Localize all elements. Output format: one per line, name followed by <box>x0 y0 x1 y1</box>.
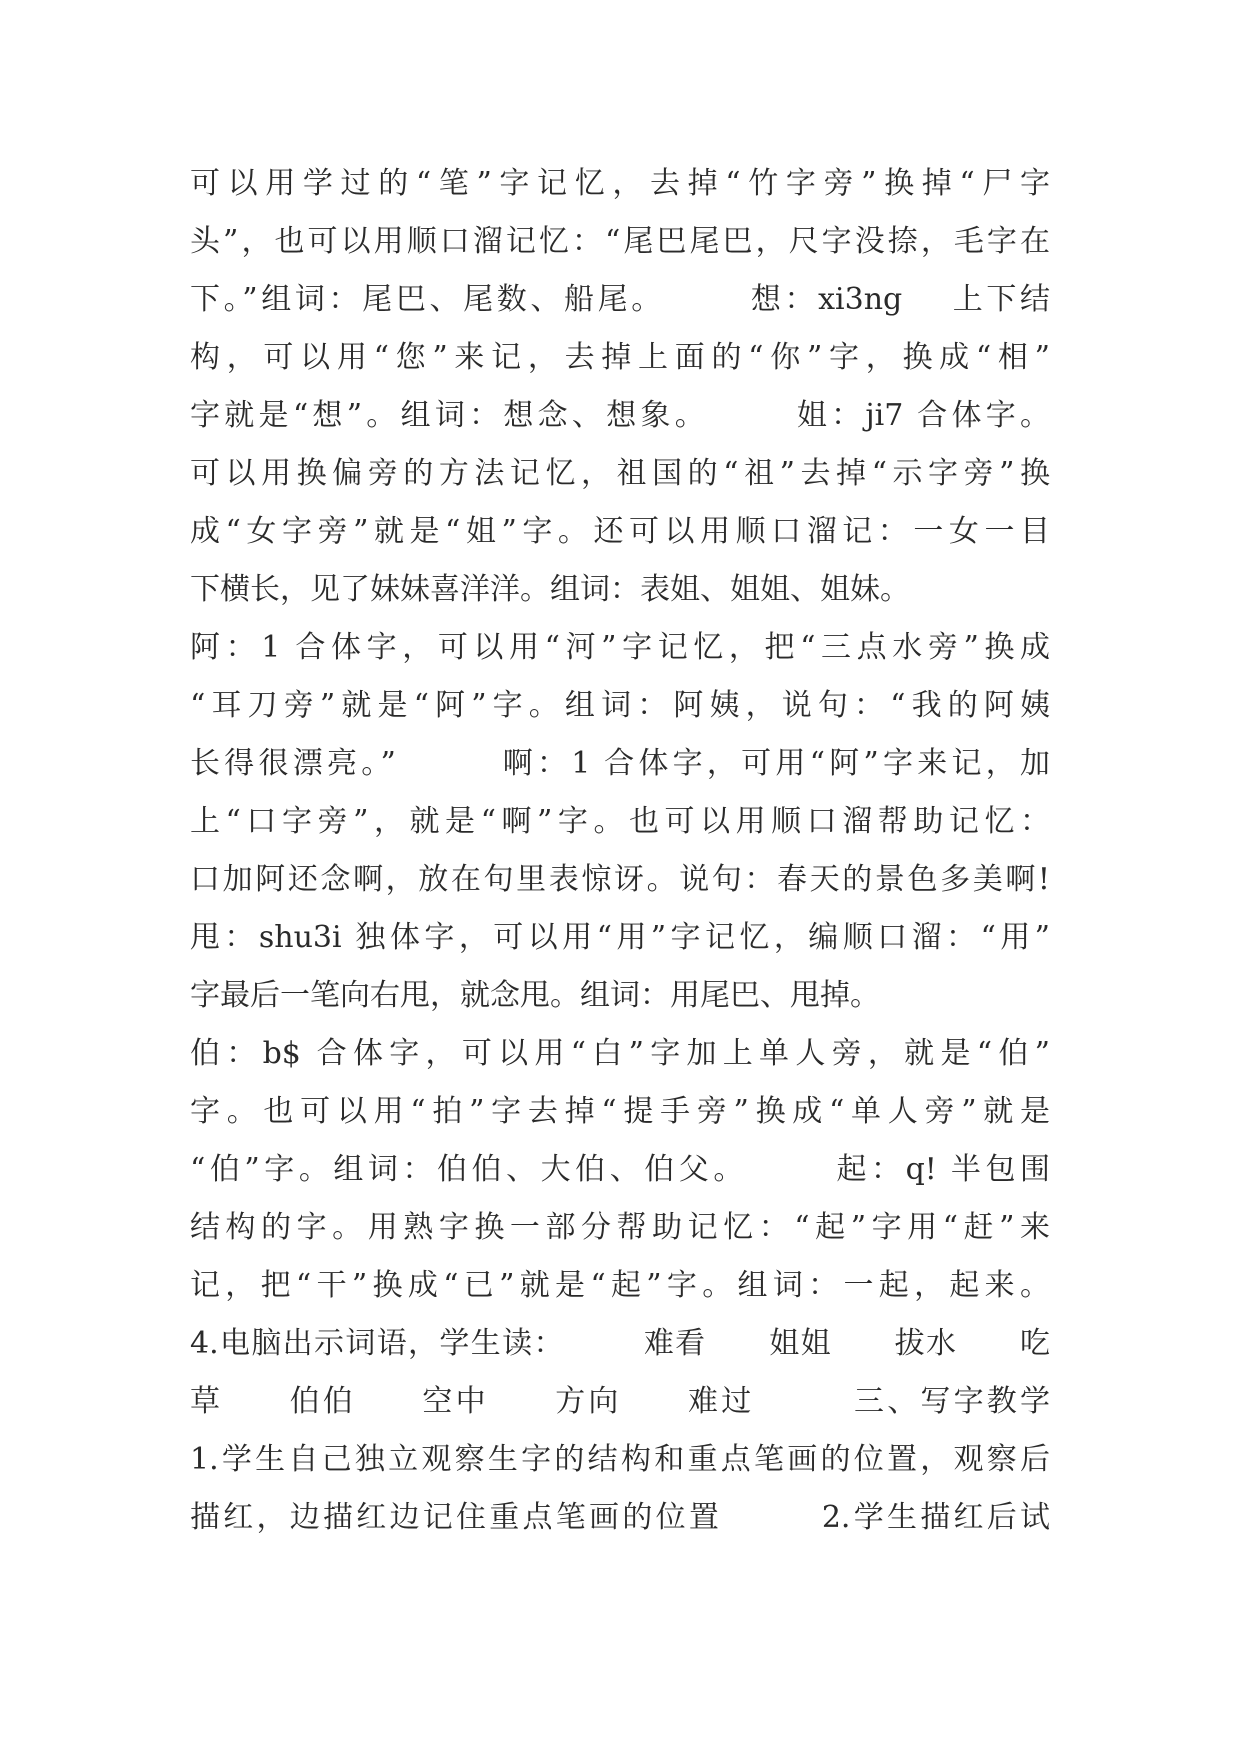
text-line: 可以用学过的“笔”字记忆，去掉“竹字旁”换掉“尸字 <box>190 166 1050 201</box>
body-text <box>190 155 1050 1547</box>
text-line: 字最后一笔向右甩，就念甩。组词：用尾巴、甩掉。 <box>190 978 880 1013</box>
text-line: 记，把“干”换成“已”就是“起”字。组词：一起，起来。 <box>190 1268 1050 1303</box>
text-line: 1.学生自己独立观察生字的结构和重点笔画的位置，观察后 <box>190 1442 1050 1477</box>
text-line: 阿：1 合体字，可以用“河”字记忆，把“三点水旁”换成 <box>190 630 1050 665</box>
text-line: “耳刀旁”就是“阿”字。组词：阿姨，说句：“我的阿姨 <box>190 688 1050 723</box>
text-line: 下横长，见了妹妹喜洋洋。组词：表姐、姐姐、姐妹。 <box>190 572 910 607</box>
text-line: 伯：b$ 合体字，可以用“白”字加上单人旁，就是“伯” <box>190 1036 1050 1071</box>
text-line: 长得很漂亮。” 啊：1 合体字，可用“阿”字来记，加 <box>190 746 1050 781</box>
text-line: 构，可以用“您”来记，去掉上面的“你”字，换成“相” <box>190 340 1050 375</box>
text-line: 描红，边描红边记住重点笔画的位置 2.学生描红后试 <box>190 1500 1050 1535</box>
text-line: 成“女字旁”就是“姐”字。还可以用顺口溜记：一女一目 <box>190 514 1050 549</box>
text-line: 结构的字。用熟字换一部分帮助记忆：“起”字用“赶”来 <box>190 1210 1050 1245</box>
text-line: 字就是“想”。组词：想念、想象。 姐：ji7 合体字。 <box>190 398 1050 433</box>
text-line: 草 伯伯 空中 方向 难过 三、写字教学 <box>190 1384 1050 1419</box>
text-line: 4.电脑出示词语，学生读： 难看 姐姐 拔水 吃 <box>190 1326 1050 1361</box>
text-line: 头”，也可以用顺口溜记忆：“尾巴尾巴，尺字没捺，毛字在 <box>190 224 1050 259</box>
text-line: 上“口字旁”，就是“啊”字。也可以用顺口溜帮助记忆： <box>190 804 1050 839</box>
text-line: 下。”组词：尾巴、尾数、船尾。 想：xi3ng 上下结 <box>190 282 1050 317</box>
text-line: “伯”字。组词：伯伯、大伯、伯父。 起：q! 半包围 <box>190 1152 1050 1187</box>
text-line: 字。也可以用“拍”字去掉“提手旁”换成“单人旁”就是 <box>190 1094 1050 1129</box>
text-line: 甩：shu3i 独体字，可以用“用”字记忆，编顺口溜：“用” <box>190 920 1050 955</box>
text-line: 可以用换偏旁的方法记忆，祖国的“祖”去掉“示字旁”换 <box>190 456 1050 491</box>
text-line: 口加阿还念啊，放在句里表惊讶。说句：春天的景色多美啊! <box>190 862 1050 897</box>
